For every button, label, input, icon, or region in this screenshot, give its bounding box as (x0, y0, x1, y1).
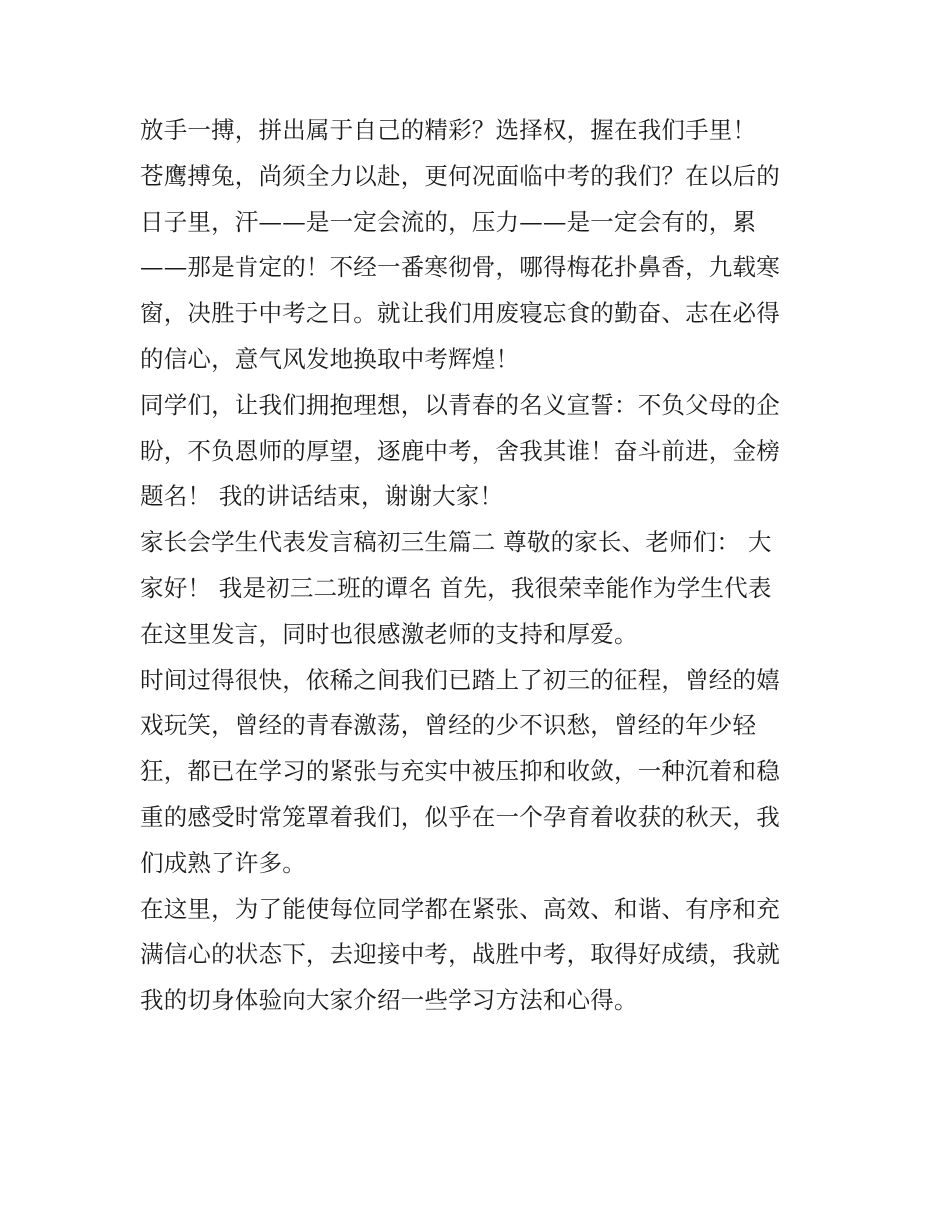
paragraph-1 (140, 108, 820, 154)
text-line: 题名！ 我的讲话结束，谢谢大家！ (140, 482, 504, 511)
text-line: 们成熟了许多。 (140, 848, 306, 877)
text-line: 时间过得很快，依稀之间我们已踏上了初三的征程，曾经的嬉 (140, 665, 780, 694)
text-line: 在这里，为了能使每位同学都在紧张、高效、和谐、有序和充 (140, 894, 780, 923)
document-page (140, 108, 820, 1024)
text-line: 盼，不负恩师的厚望，逐鹿中考，舍我其谁！奋斗前进，金榜 (140, 436, 780, 465)
text-line: 窗，决胜于中考之日。就让我们用废寝忘食的勤奋、志在必得 (140, 299, 780, 328)
text-line: 同学们，让我们拥抱理想，以青春的名义宣誓：不负父母的企 (140, 390, 780, 419)
text-line: 的信心，意气风发地换取中考辉煌！ (140, 344, 520, 373)
text-line: 戏玩笑，曾经的青春激荡，曾经的少不识愁，曾经的年少轻 (140, 711, 757, 740)
paragraph-3 (140, 383, 820, 520)
text-line: ——那是肯定的！不经一番寒彻骨，哪得梅花扑鼻香，九载寒 (140, 253, 780, 282)
paragraph-5 (140, 658, 820, 887)
text-line: 在这里发言，同时也很感激老师的支持和厚爱。 (140, 619, 638, 648)
text-line: 放手一搏，拼出属于自己的精彩？选择权，握在我们手里！ (140, 116, 757, 144)
text-line: 重的感受时常笼罩着我们，似乎在一个孕育着收获的秋天，我 (140, 802, 780, 831)
text-line: 日子里，汗——是一定会流的，压力——是一定会有的，累 (140, 207, 757, 236)
text-line: 家长会学生代表发言稿初三生篇二 尊敬的家长、老师们： 大 (140, 528, 772, 557)
text-line: 我的切身体验向大家介绍一些学习方法和心得。 (140, 986, 638, 1015)
text-line: 满信心的状态下，去迎接中考，战胜中考，取得好成绩，我就 (140, 940, 780, 969)
paragraph-6 (140, 887, 820, 1024)
paragraph-2 (140, 154, 820, 383)
text-line: 狂，都已在学习的紧张与充实中被压抑和收敛，一种沉着和稳 (140, 757, 780, 786)
paragraph-4 (140, 520, 820, 657)
text-line: 苍鹰搏兔，尚须全力以赴，更何况面临中考的我们？在以后的 (140, 161, 780, 190)
text-line: 家好！ 我是初三二班的谭名 首先，我很荣幸能作为学生代表 (140, 573, 772, 602)
